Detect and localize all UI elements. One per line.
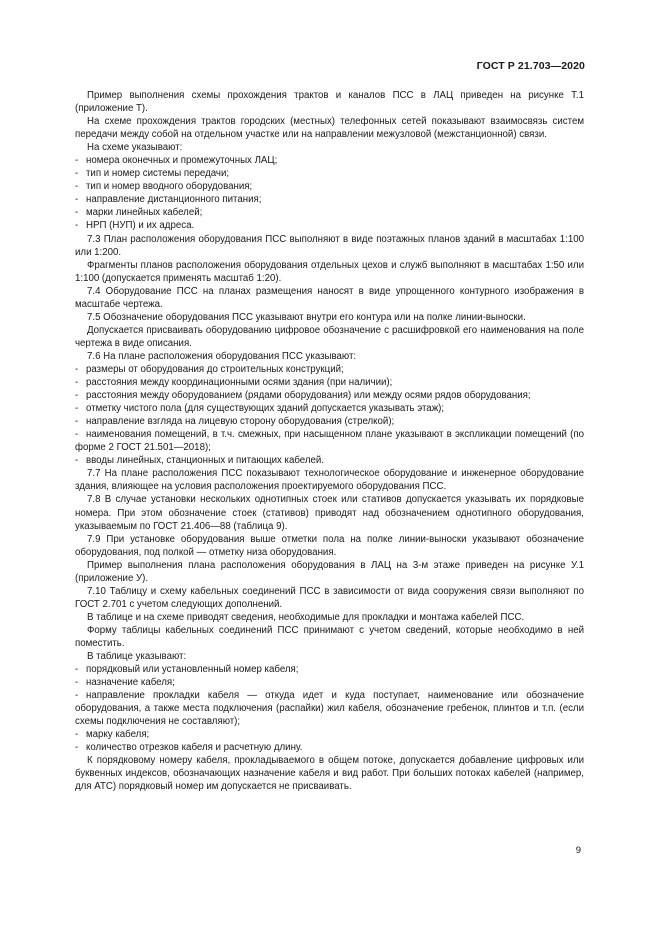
list-item-text: наименования помещений, в т.ч. смежных, при насыщенном плане указывают в экспликации помещений (по форме 2 ГОСТ 21.501—2018); (75, 429, 584, 454)
paragraph: В таблице указывают: (87, 651, 187, 663)
paragraph: 7.9 При установке оборудования выше отметки пола на полке линии-выноски указывают обозначение оборудования, под полкой — отметку низа оборудования. (75, 533, 584, 558)
paragraph: Фрагменты планов расположения оборудования отдельных цехов и служб выполняют в масштабах 1:50 или 1:100 (допускается применять масштаб 1:20). (75, 259, 584, 284)
list-dash: - (75, 429, 79, 441)
list-dash: - (75, 181, 79, 193)
list-item (75, 402, 584, 415)
list-dash: - (75, 403, 79, 415)
list-item (75, 689, 584, 728)
paragraph: На схеме указывают: (87, 142, 183, 154)
list-item (75, 676, 584, 689)
paragraph: 7.10 Таблицу и схему кабельных соединений ПСС в зависимости от вида сооружения связи выполняют по ГОСТ 2.701 с учетом следующих дополнений. (75, 585, 584, 610)
list-item-text: тип и номер системы передачи; (86, 168, 230, 180)
list-dash: - (75, 194, 79, 206)
list-item (75, 167, 584, 180)
list-item (75, 428, 584, 454)
list-item-text: порядковый или установленный номер кабеля; (86, 664, 299, 676)
list-item-text: марку кабеля; (86, 729, 150, 741)
list-item-text: направление дистанционного питания; (86, 194, 262, 206)
list-item (75, 363, 584, 376)
paragraph: Пример выполнения плана расположения оборудования в ЛАЦ на 3-м этаже приведен на рисунке У.1 (приложение У). (75, 559, 584, 584)
list-dash: - (75, 220, 79, 232)
list-item-text: расстояния между оборудованием (рядами оборудования) или между осями рядов оборудования; (86, 390, 531, 402)
paragraph: 7.3 План расположения оборудования ПСС выполняют в виде поэтажных планов зданий в масштабах 1:100 или 1:200. (75, 233, 584, 258)
list-dash: - (75, 363, 79, 375)
list-item (75, 206, 584, 219)
list-dash: - (75, 455, 79, 467)
page-number: 9 (575, 845, 581, 856)
list-item (75, 728, 584, 741)
list-item (75, 180, 584, 193)
list-dash: - (75, 664, 79, 676)
list-dash: - (75, 377, 79, 389)
list-item-text: количество отрезков кабеля и расчетную длину. (86, 742, 303, 754)
list-item (75, 389, 584, 402)
paragraph: 7.6 На плане расположения оборудования ПСС указывают: (87, 350, 357, 362)
document-header: ГОСТ Р 21.703—2020 (476, 60, 585, 72)
list-item (75, 454, 584, 467)
paragraph: На схеме прохождения трактов городских (местных) телефонных сетей показывают взаимосвязь систем передачи между собой на отдельном участке или на направлении межузловой (межстанционной) связи. (75, 116, 584, 141)
list-item-text: марки линейных кабелей; (86, 207, 203, 219)
list-item-text: направление прокладки кабеля — откуда идет и куда поступает, наименование или обозначение оборудования, а также места подключения (распайки) жил кабеля, обозначение гребенок, плинтов и т.п. (если схемы подключения не составляют); (75, 690, 584, 728)
list-item-text: вводы линейных, станционных и питающих кабелей. (86, 455, 325, 467)
list-item (75, 741, 584, 754)
list-item (75, 415, 584, 428)
list-item-text: направление взгляда на лицевую сторону оборудования (стрелкой); (86, 416, 395, 428)
list-dash: - (75, 690, 79, 702)
list-item-text: расстояния между координационными осями здания (при наличии); (86, 377, 393, 389)
list-dash: - (75, 207, 79, 219)
paragraph: К порядковому номеру кабеля, прокладываемого в общем потоке, допускается добавление цифровых или буквенных индексов, обозначающих назначение кабеля и вид работ. При больших потоках кабелей (например, для АТС) порядковый номер им допускается не присваивать. (75, 755, 584, 793)
list-dash: - (75, 729, 79, 741)
list-item-text: размеры от оборудования до строительных конструкций; (86, 363, 344, 375)
list-dash: - (75, 155, 79, 167)
paragraph: Допускается присваивать оборудованию цифровое обозначение с расшифровкой его наименования на поле чертежа в виде описания. (75, 324, 584, 349)
paragraph: 7.8 В случае установки нескольких однотипных стоек или стативов допускается указывать их порядковые номера. При этом обозначение стоек (стативов) приводят над обозначением однотипного оборудования, указываемым по ГОСТ 21.406—88 (таблица 9). (75, 494, 584, 532)
document-body (75, 89, 584, 794)
list-dash: - (75, 677, 79, 689)
list-dash: - (75, 742, 79, 754)
list-item-text: назначение кабеля; (86, 677, 175, 689)
list-dash: - (75, 390, 79, 402)
list-item (75, 154, 584, 167)
paragraph: Форму таблицы кабельных соединений ПСС принимают с учетом сведений, которые необходимо в ней поместить. (75, 624, 584, 649)
list-item (75, 663, 584, 676)
paragraph: 7.5 Обозначение оборудования ПСС указывают внутри его контура или на полке линии-выноски. (87, 311, 526, 323)
paragraph: 7.7 На плане расположения ПСС показывают технологическое оборудование и инженерное оборудование здания, влияющее на условия расположения проектируемого оборудования ПСС. (75, 468, 584, 493)
list-item-text: НРП (НУП) и их адреса. (86, 220, 195, 232)
list-item (75, 376, 584, 389)
list-item-text: тип и номер вводного оборудования; (86, 181, 253, 193)
paragraph: Пример выполнения схемы прохождения трактов и каналов ПСС в ЛАЦ приведен на рисунке Т.1 (приложение Т). (75, 90, 584, 115)
list-item (75, 219, 584, 232)
list-item-text: номера оконечных и промежуточных ЛАЦ; (86, 155, 278, 167)
list-dash: - (75, 416, 79, 428)
paragraph: 7.4 Оборудование ПСС на планах размещения наносят в виде упрощенного контурного изображения в масштабе чертежа. (75, 285, 584, 310)
list-item-text: отметку чистого пола (для существующих зданий допускается указывать этаж); (86, 403, 445, 415)
list-item (75, 193, 584, 206)
paragraph: В таблице и на схеме приводят сведения, необходимые для прокладки и монтажа кабелей ПСС. (87, 611, 525, 623)
list-dash: - (75, 168, 79, 180)
